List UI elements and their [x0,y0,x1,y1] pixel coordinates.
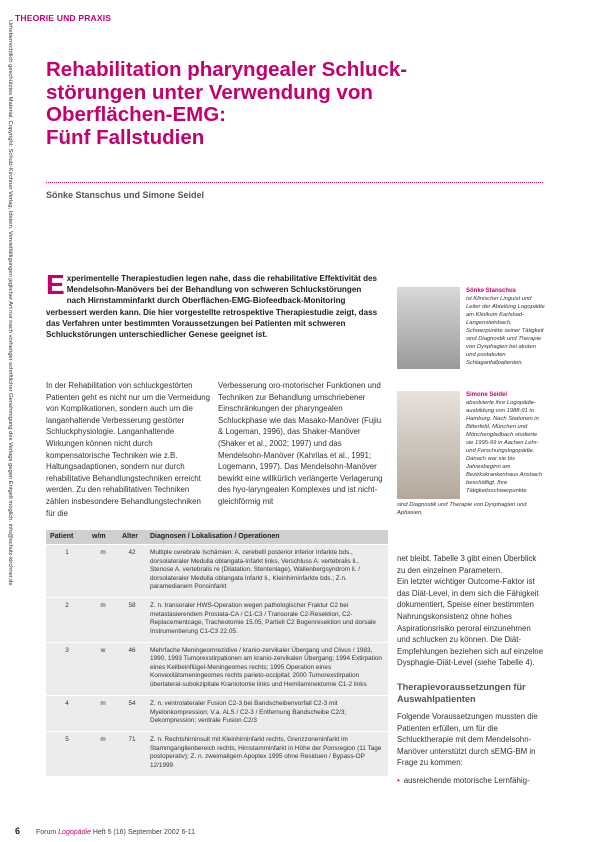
patient-table [46,530,388,776]
table-header-row [46,530,388,545]
journal-name: Logopädie [58,829,91,836]
table-cell: 3 [46,643,88,696]
table-cell: 5 [46,732,88,776]
table-cell: m [88,732,118,776]
subheading: Therapievoraussetzungen für Auswahlpatienten [397,681,526,704]
drop-cap: E [46,269,65,300]
dotted-divider [46,182,543,183]
table-cell: Mehrfache Meningeomrezidive / kranio-zervikaler Übergang und Clivus / 1983, 1990, 1993 Tumorexstirpationen am kranio-zervikalen Übergang; 1994 Extirpation eines Keilbeinflügel-Meningeomes rechts; 1995 Operation eines Konvexitätsmeningeomes rechts parieto-occipital; 2000 Tumorexstirpation überlateral-subokzipitale Kraniotomie links und Hemilaminektomie C1-2 links [146,643,388,696]
title-line: Oberflächen-EMG: [46,103,226,126]
table-cell: m [88,598,118,643]
table-cell: 1 [46,545,88,598]
issue-info: Heft 5 (16) September 2002 6-11 [92,829,196,836]
table-cell: Z. n. transoraler HWS-Operation wegen pathologischer Fraktur C2 bei metastasierendem Prostata-CA / C1-C3 / Transorale C2-Resektion, C2-Replacementcage, Tracheotomie 15.05; Partiell C2 Bogenresektion und dorsale Instrumentierung C1-C3 22.05. [146,598,388,643]
journal-prefix: Forum [35,829,57,836]
table-row [46,732,388,776]
author-bio-seidel [466,391,546,495]
table-cell: 46 [118,643,146,696]
title-line: störungen unter Verwendung von [46,80,373,104]
table-cell: Z. n. Rechtshirninsult mit Kleinhirninfarkt rechts, Grenzzoneninfarkt im Stammganglienbereich rechts, Hirnstamminfarkt in Höhe der Ponsregion (11 Tage postoperativ); Z. n. zweimaligem Apoplex 1995 ohne Residuen / Bypass-OP 12/1999 [146,732,388,776]
table-header: Diagnosen / Lokalisation / Operationen [146,530,388,545]
author-photo-stanschus [397,287,460,369]
table-cell: Multiple cerebrale Ischämien: A. cerebelli posterior inferior Infarkte bds., dorsolateraler Medulla oblangata-Infarkt links, Verschluss A. vertebralis li., Stenose A. vertebralis re (Dilatation, Stentenlage), Wallenbergsyndrom li. / dorsolateraler Medulla oblangata Infarkt li., Kleinhirninfarkte bds.; Z.n. paramedianem Ponsinfarkt [146,545,388,598]
table-header: w/m [88,530,118,545]
lead-text: xperimentelle Therapiestudien legen nahe, dass die rehabilitative Effektivität des Mendelsohn-Manövers bei der Behandlung von schweren Schluckstörungen nach Hirnstamminfarkt durch Oberflächen-EMG-Biofeedback-Monitoring verbessert werden kann. Die hier vorgestellte retrospektive Therapiestudie zeigt, dass das Verfahren unter bestimmten Voraussetzungen bei Patienten mit schweren Schluckstörungen unterschiedlicher Genese geeignet ist. [46,274,378,340]
paragraph: net bleibt. Tabelle 3 gibt einen Überblick zu den einzelnen Parametern. [397,554,537,575]
table-header: Patient [46,530,88,545]
copyright-side-text: Urheberrechtlich geschütztes Material. Copyright: Schulz-Kirchner Verlag, Idstein. Vervielfältigungen jeglicher Art nur nach vorheriger schriftlicher Genehmigung des Verlags gegen Entgelt möglich. info@schulz-kirchner.de [7,20,13,586]
table-cell: 42 [118,545,146,598]
author-name: Simone Seidel [466,392,508,398]
body-column-2: Verbesserung oro-motorischer Funktionen und Techniken zur Behandlung umschriebener Einschränkungen der pharyngealen Schluckphase wie das Masako-Manöver (Fujiu & Logeman, 1996), das Shaker-Manöver (Shaker et al., 2002; 1997) und das Mendelsohn-Manöver (Kahrilas et al., 1991; Logemann, 1997). Das Mendelsohn-Manöver bewirkt eine willkürlich verlängerte Verlagerung des hyo-laryngealen Komplexes und ist nicht-gleichförmig mit [218,381,383,506]
author-bio-seidel-continued: sind Diagnostik und Therapie von Dysphagien und Aphasien. [397,502,527,516]
paragraph: Folgende Voraussetzungen mussten die Patienten erfüllen, um für die Schlucktherapie mit dem Mendelsohn-Manöver unterstützt durch sEMG-BM in Frage zu kommen: [397,711,538,768]
author-bio-text: ist Klinischer Linguist und Leiter der Abteilung Logopädie am Klinikum Karlsbad-Langensteinbach. Schwerpunkte seiner Tätigkeit sind Diagnostik und Therapie von Dysphagien bei akuten und postakuten Schlaganfallpatienten. [466,296,545,366]
table-row [46,696,388,732]
table-row [46,545,388,598]
body-column-3 [397,553,545,787]
table-cell: 58 [118,598,146,643]
table-header: Alter [118,530,146,545]
page-number: 6 [15,826,21,836]
table-cell: 2 [46,598,88,643]
list-item: • ausreichende motorische Lernfähig- [397,775,545,787]
paragraph: Ein letzter wichtiger Outcome-Faktor ist das Diät-Level, in dem sich die Fähigkeit dokumentiert, Speise einer bestimmten Nahrungskonsistenz ohne hohes Aspirationsrisiko peroral einzunehmen und schlucken zu können. Die Diät-Empfehlungen beziehen sich auf einzelne Dysphagie-Diät-Level (siehe Tabelle 4). [397,577,544,668]
author-name: Sönke Stanschus [466,288,517,294]
title-line: Fünf Fallstudien [46,125,205,149]
page-footer [15,826,195,836]
table-cell: 54 [118,696,146,732]
author-photo-seidel [397,391,460,499]
lead-paragraph [46,269,381,340]
author-bio-stanschus [466,287,546,367]
table-row [46,598,388,643]
table-cell: m [88,696,118,732]
table-cell: w [88,643,118,696]
table-cell: 71 [118,732,146,776]
title-line: Rehabilitation pharyngealer Schluck- [46,58,408,81]
table-row [46,643,388,696]
section-label: THEORIE UND PRAXIS [15,13,112,23]
table-cell: m [88,545,118,598]
table-cell: Z. n. ventrolateraler Fusion C2-3 bei Bandscheibenvorfall C2-3 mit Myelonkompression; V.a. ALS / C2-3 / Entfernung Bandscheibe C2/3; Dekompression; ventrale Fusion C2/3 [146,696,388,732]
table-cell: 4 [46,696,88,732]
article-title [46,59,476,149]
body-column-1: In der Rehabilitation von schluckgestörten Patienten geht es nicht nur um die Vermeidung von Komplikationen, sondern auch um die langanhaltende Verbesserung gestörter Schluckphysiologie. Langanhaltende Wirkungen können nicht durch kompensatorische Techniken wie z.B. Haltungsadaptionen, sondern nur durch rehabilitative Behandlungstechniken erreicht werden. Zu den rehabilitativen Techniken zählen insbesondere Behandlungstechniken für die [46,381,211,518]
authors: Sönke Stanschus und Simone Seidel [46,190,205,200]
author-bio-text: absolvierte ihre Logopädie-ausbildung von 1988-91 in Hamburg. Nach Stationen in Bitterfeld, München und Mönchengladbach studierte sie 1995-99 in Aachen Lehr- und Forschungslogopädie. Danach war sie bis Jahresbeginn am Bezirkskrankenhaus Ansbach beschäftigt. Ihre Tätigkeitsschwerpunkte [466,400,543,494]
